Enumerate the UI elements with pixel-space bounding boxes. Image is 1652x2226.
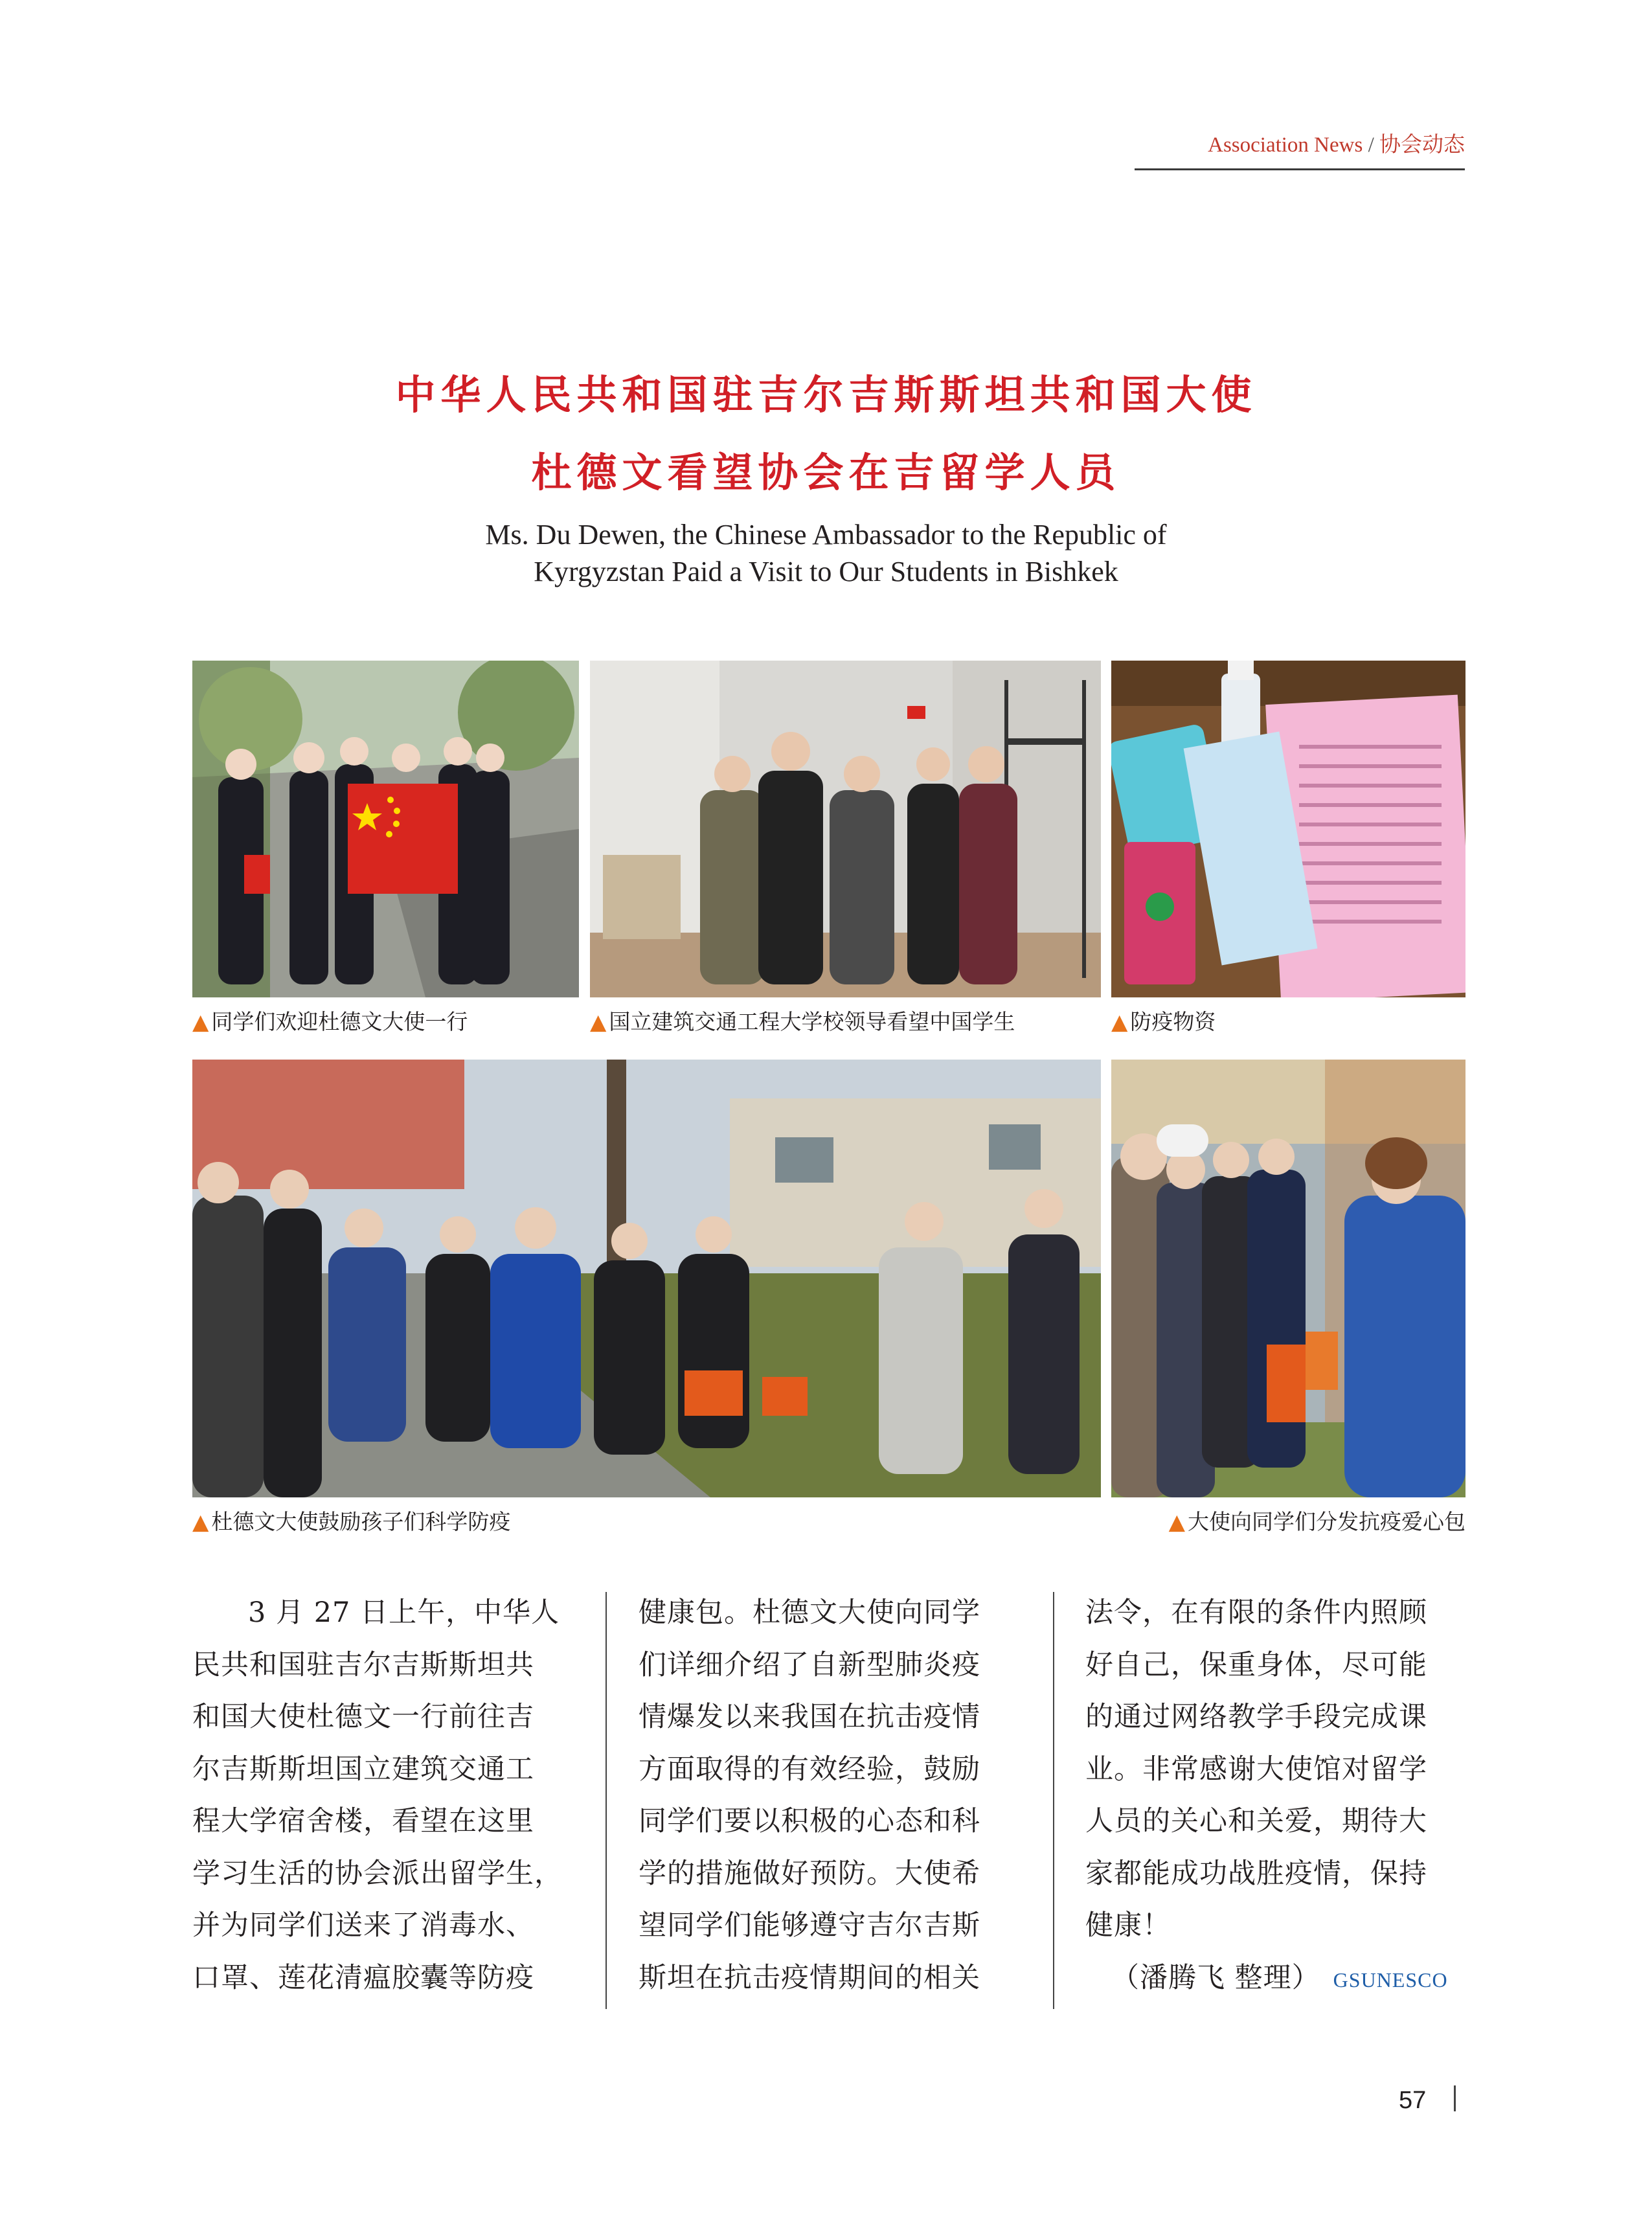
paragraph-line: 好自己，保重身体，尽可能 bbox=[1085, 1648, 1427, 1681]
title-en-line1: Ms. Du Dewen, the Chinese Ambassador to the Republic of bbox=[485, 519, 1167, 551]
triangle-icon: ▲ bbox=[1168, 1509, 1185, 1534]
paragraph-line: 口罩、莲花清瘟胶囊等防疫 bbox=[192, 1961, 534, 1994]
body-column-3 bbox=[1085, 1587, 1448, 2006]
paragraph-line: 民共和国驻吉尔吉斯斯坦共 bbox=[192, 1648, 534, 1681]
paragraph-line: 业。非常感谢大使馆对留学 bbox=[1085, 1753, 1427, 1786]
caption-photo5: ▲ 大使向同学们分发抗疫爱心包 bbox=[1168, 1509, 1465, 1534]
title-cn-line1: 中华人民共和国驻吉尔吉斯斯坦共和国大使 bbox=[395, 371, 1257, 418]
caption-photo4: ▲ 杜德文大使鼓励孩子们科学防疫 bbox=[192, 1509, 511, 1534]
caption-photo3: ▲ 防疫物资 bbox=[1111, 1009, 1216, 1034]
paragraph-line: 的通过网络教学手段完成课 bbox=[1085, 1701, 1427, 1733]
paragraph-line: 健康！ bbox=[1085, 1909, 1171, 1942]
triangle-icon: ▲ bbox=[192, 1009, 209, 1034]
editor-credit: （潘腾飞 整理） bbox=[1111, 1961, 1320, 1994]
photo-dorm-visit bbox=[590, 661, 1101, 997]
column-divider bbox=[605, 1592, 607, 2009]
paragraph-line: 望同学们能够遵守吉尔吉斯 bbox=[639, 1909, 980, 1942]
photo-epidemic-supplies bbox=[1111, 661, 1465, 997]
triangle-icon: ▲ bbox=[1111, 1009, 1128, 1034]
page-number: 57 bbox=[1399, 2087, 1427, 2114]
photo-ambassador-encouraging bbox=[192, 1060, 1101, 1497]
photo-students-welcome bbox=[192, 661, 579, 997]
paragraph-line: 并为同学们送来了消毒水、 bbox=[192, 1909, 534, 1942]
paragraph-line: 方面取得的有效经验，鼓励 bbox=[639, 1753, 980, 1786]
body-column-1 bbox=[192, 1587, 563, 2004]
caption-photo2: ▲ 国立建筑交通工程大学校领导看望中国学生 bbox=[590, 1009, 1015, 1034]
page-number-bar bbox=[1454, 2085, 1456, 2111]
section-label-en: Association News bbox=[1208, 133, 1363, 157]
title-en-line2: Kyrgyzstan Paid a Visit to Our Students in Bishkek bbox=[534, 556, 1118, 587]
paragraph-line: 法令，在有限的条件内照顾 bbox=[1085, 1596, 1427, 1629]
photo-distributing-bags bbox=[1111, 1060, 1465, 1497]
paragraph-line: 健康包。杜德文大使向同学 bbox=[639, 1596, 980, 1629]
paragraph-line: 们详细介绍了自新型肺炎疫 bbox=[639, 1648, 980, 1681]
triangle-icon: ▲ bbox=[192, 1509, 209, 1534]
paragraph-line: 人员的关心和关爱，期待大 bbox=[1085, 1805, 1427, 1837]
paragraph-line: 家都能成功战胜疫情，保持 bbox=[1085, 1857, 1427, 1890]
gsunesco-logo: GSUNESCO bbox=[1333, 1968, 1448, 1992]
paragraph-line: 程大学宿舍楼，看望在这里 bbox=[192, 1805, 534, 1837]
triangle-icon: ▲ bbox=[590, 1009, 607, 1034]
section-separator: / bbox=[1368, 133, 1374, 157]
paragraph-line: 斯坦在抗击疫情期间的相关 bbox=[639, 1961, 980, 1994]
editor-line bbox=[1085, 1952, 1448, 2006]
title-cn-line2: 杜德文看望协会在吉留学人员 bbox=[531, 449, 1121, 496]
paragraph-line: 学习生活的协会派出留学生， bbox=[192, 1857, 563, 1890]
paragraph-line: 学的措施做好预防。大使希 bbox=[639, 1857, 980, 1890]
section-label-cn: 协会动态 bbox=[1379, 133, 1465, 157]
paragraph-line: 情爆发以来我国在抗击疫情 bbox=[639, 1701, 980, 1733]
paragraph-line: 尔吉斯斯坦国立建筑交通工 bbox=[192, 1753, 534, 1786]
paragraph-line: 同学们要以积极的心态和科 bbox=[639, 1805, 980, 1837]
section-header bbox=[1135, 128, 1465, 170]
column-divider bbox=[1053, 1592, 1054, 2009]
paragraph-line: 和国大使杜德文一行前往吉 bbox=[192, 1701, 534, 1733]
body-column-2 bbox=[639, 1587, 980, 2004]
paragraph-line: 3 月 27 日上午，中华人 bbox=[248, 1596, 560, 1629]
caption-photo1: ▲ 同学们欢迎杜德文大使一行 bbox=[192, 1009, 468, 1034]
